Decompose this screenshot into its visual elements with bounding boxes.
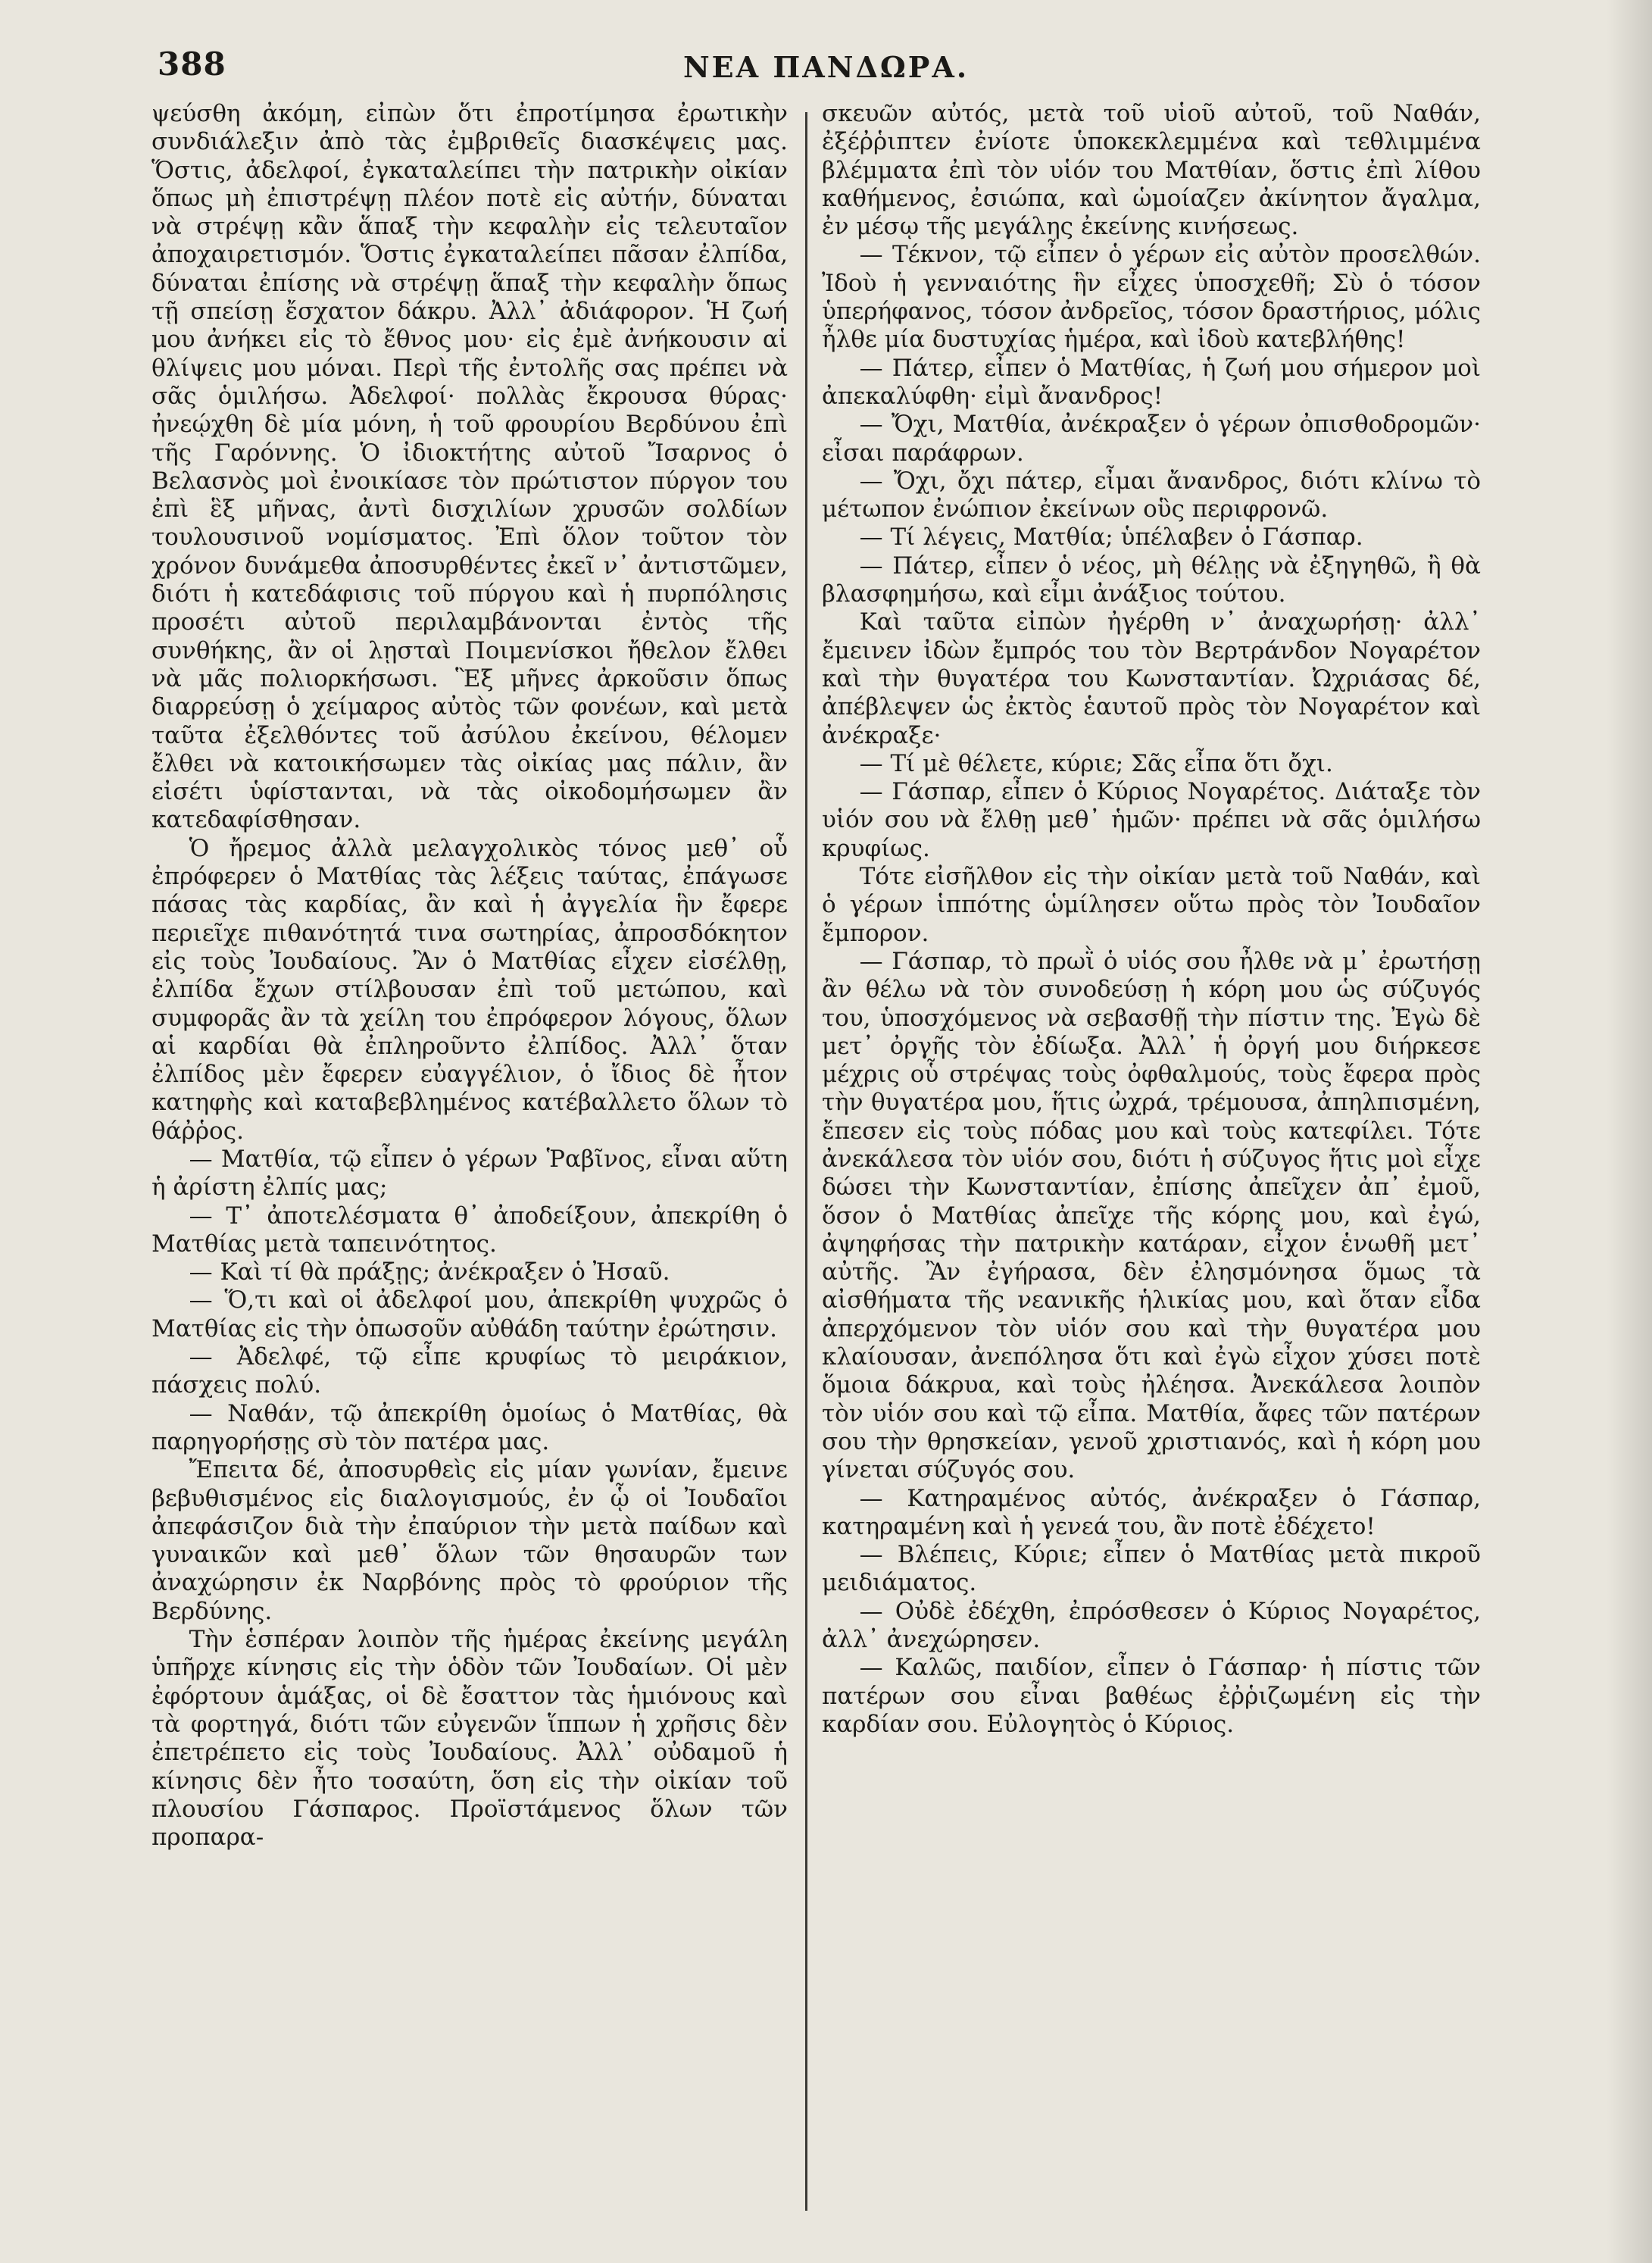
- left-column: [151, 100, 788, 1852]
- paragraph: ψεύσθη ἀκόμη, εἰπὼν ὅτι ἐπροτίμησα ἐρωτικὴν συνδιάλεξιν ἀπὸ τὰς ἐμβριθεῖς διασκέψεις μας. Ὅστις, ἀδελφοί, ἐγκαταλείπει τὴν πατρικὴν οἰκίαν ὅπως μὴ ἐπιστρέψῃ πλέον ποτὲ εἰς αὐτήν, δύναται νὰ στρέψῃ κἂν ἅπαξ τὴν κεφαλὴν εἰς τελευταῖον ἀποχαιρετισμόν. Ὅστις ἐγκαταλείπει πᾶσαν ἐλπίδα, δύναται ἐπίσης νὰ στρέψῃ ἅπαξ τὴν κεφαλὴν ὅπως τῇ σπείσῃ ἔσχατον δάκρυ. Ἀλλ᾽ ἀδιάφορον. Ἡ ζωή μου ἀνήκει εἰς τὸ ἔθνος μου· εἰς ἐμὲ ἀνήκουσιν αἱ θλίψεις μου μόναι. Περὶ τῆς ἐντολῆς σας πρέπει νὰ σᾶς ὁμιλήσω. Ἀδελφοί· πολλὰς ἔκρουσα θύρας· ἠνεῴχθη δὲ μία μόνη, ἡ τοῦ φρουρίου Βερδύνου ἐπὶ τῆς Γαρόννης. Ὁ ἰδιοκτήτης αὐτοῦ Ἴσαρνος ὁ Βελασνὸς μοὶ ἐνοικίασε τὸν πρώτιστον πύργον του ἐπὶ ἓξ μῆνας, ἀντὶ δισχιλίων χρυσῶν σολδίων τουλουσινοῦ νομίσματος. Ἐπὶ ὅλον τοῦτον τὸν χρόνον δυνάμεθα ἀποσυρθέντες ἐκεῖ ν᾽ ἀντιστῶμεν, διότι ἡ κατεδάφισις τοῦ πύργου καὶ ἡ πυρπόλησις προσέτι αὐτοῦ περιλαμβάνονται ἐντὸς τῆς συνθήκης, ἂν οἱ λῃσταὶ Ποιμενίσκοι ἤθελον ἔλθει νὰ μᾶς πολιορκήσωσι. Ἓξ μῆνες ἀρκοῦσιν ὅπως διαρρεύσῃ ὁ χείμαρος αὐτὸς τῶν φονέων, καὶ μετὰ ταῦτα ἐξελθόντες τοῦ ἀσύλου ἐκείνου, θέλομεν ἔλθει νὰ κατοικήσωμεν τὰς οἰκίας μας πάλιν, ἂν εἰσέτι ὑφίστανται, νὰ τὰς οἰκοδομήσωμεν ἂν κατεδαφίσθησαν.: [151, 100, 788, 834]
- paragraph: — Τ᾽ ἀποτελέσματα θ᾽ ἀποδείξουν, ἀπεκρίθη ὁ Ματθίας μετὰ ταπεινότητος.: [151, 1202, 788, 1258]
- paragraph: — Καὶ τί θὰ πράξῃς; ἀνέκραξεν ὁ Ἠσαῦ.: [189, 1258, 670, 1286]
- paragraph: — Ἀδελφέ, τῷ εἶπε κρυφίως τὸ μειράκιον, πάσχεις πολύ.: [151, 1343, 788, 1399]
- page-edge-shadow: [1607, 0, 1652, 2263]
- paragraph: σκευῶν αὐτός, μετὰ τοῦ υἱοῦ αὐτοῦ, τοῦ Ναθάν, ἐξέῤῥιπτεν ἐνίοτε ὑποκεκλεμμένα καὶ τεθλιμμένα βλέμματα ἐπὶ τὸν υἱόν του Ματθίαν, ὅστις ἐπὶ λίθου καθήμενος, ἐσιώπα, καὶ ὡμοίαζεν ἀκίνητον ἄγαλμα, ἐν μέσῳ τῆς μεγάλης ἐκείνης κινήσεως.: [822, 100, 1481, 241]
- paragraph: — Τέκνον, τῷ εἶπεν ὁ γέρων εἰς αὐτὸν προσελθών. Ἰδοὺ ἡ γενναιότης ἣν εἶχες ὑποσχεθῆ; Σὺ ὁ τόσον ὑπερήφανος, τόσον ἀνδρεῖος, τόσον δραστήριος, μόλις ἦλθε μία δυστυχίας ἡμέρα, καὶ ἰδοὺ κατεβλήθης!: [822, 241, 1481, 354]
- paragraph: — Γάσπαρ, τὸ πρωῒ ὁ υἱός σου ἦλθε νὰ μ᾽ ἐρωτήσῃ ἂν θέλω νὰ τὸν συνοδεύσῃ ἡ κόρη μου ὡς σύζυγός του, ὑποσχόμενος νὰ σεβασθῇ τὴν πίστιν της. Ἐγὼ δὲ μετ᾽ ὀργῆς τὸν ἐδίωξα. Ἀλλ᾽ ἡ ὀργή μου διήρκεσε μέχρις οὗ στρέψας τοὺς ὀφθαλμούς, τοὺς ἔφερα πρὸς τὴν θυγατέρα μου, ἥτις ὠχρά, τρέμουσα, ἀπηλπισμένη, ἔπεσεν εἰς τοὺς πόδας μου καὶ τοὺς κατεφίλει. Τότε ἀνεκάλεσα τὸν υἱόν σου, διότι ἡ σύζυγος ἥτις μοὶ εἶχε δώσει τὴν Κωνσταντίαν, ἐπίσης ἀπεῖχεν ἀπ᾽ ἐμοῦ, ὅσον ὁ Ματθίας ἀπεῖχε τῆς κόρης μου, καὶ ἐγώ, ἀψηφήσας τὴν πατρικὴν κατάραν, εἶχον ἑνωθῆ μετ᾽ αὐτῆς. Ἂν ἐγήρασα, δὲν ἐλησμόνησα ὅμως τὰ αἰσθήματα τῆς νεανικῆς ἡλικίας μου, καὶ ὅταν εἶδα ἀπερχόμενον τὸν υἱόν σου καὶ τὴν θυγατέρα μου κλαίουσαν, ἀνεπόλησα ὅτι καὶ ἐγὼ εἶχον χύσει ποτὲ ὅμοια δάκρυα, καὶ τοὺς ἠλέησα. Ἀνεκάλεσα λοιπὸν τὸν υἱόν σου καὶ τῷ εἶπα. Ματθία, ἄφες τῶν πατέρων σου τὴν θρησκείαν, γενοῦ χριστιανός, καὶ ἡ κόρη μου γίνεται σύζυγός σου.: [822, 947, 1481, 1484]
- paragraph: Τὴν ἑσπέραν λοιπὸν τῆς ἡμέρας ἐκείνης μεγάλη ὑπῆρχε κίνησις εἰς τὴν ὁδὸν τῶν Ἰουδαίων. Οἱ μὲν ἐφόρτουν ἁμάξας, οἱ δὲ ἔσαττον τὰς ἡμιόνους καὶ τὰ φορτηγά, διότι τῶν εὐγενῶν ἵππων ἡ χρῆσις δὲν ἐπετρέπετο εἰς τοὺς Ἰουδαίους. Ἀλλ᾽ οὐδαμοῦ ἡ κίνησις δὲν ἦτο τοσαύτη, ὅση εἰς τὴν οἰκίαν τοῦ πλουσίου Γάσπαρος. Προϊστάμενος ὅλων τῶν προπαρα-: [151, 1626, 788, 1852]
- paragraph: — Πάτερ, εἶπεν ὁ νέος, μὴ θέλῃς νὰ ἐξηγηθῶ, ἢ θὰ βλασφημήσω, καὶ εἶμι ἀνάξιος τούτου.: [822, 552, 1481, 608]
- paragraph: — Πάτερ, εἶπεν ὁ Ματθίας, ἡ ζωή μου σήμερον μοὶ ἀπεκαλύφθη· εἰμὶ ἄνανδρος!: [822, 354, 1481, 410]
- paragraph: — Ὅ,τι καὶ οἱ ἀδελφοί μου, ἀπεκρίθη ψυχρῶς ὁ Ματθίας εἰς τὴν ὁπωσοῦν αὐθάδη ταύτην ἐρώτησιν.: [151, 1286, 788, 1342]
- paragraph: — Τί λέγεις, Ματθία; ὑπέλαβεν ὁ Γάσπαρ.: [859, 524, 1363, 552]
- page-number: 388: [158, 45, 226, 83]
- paragraph: — Ναθάν, τῷ ἀπεκρίθη ὁμοίως ὁ Ματθίας, θὰ παρηγορήσῃς σὺ τὸν πατέρα μας.: [151, 1399, 788, 1455]
- right-column: [822, 100, 1481, 1739]
- paragraph: Καὶ ταῦτα εἰπὼν ἠγέρθη ν᾽ ἀναχωρήσῃ· ἀλλ᾽ ἔμεινεν ἰδὼν ἔμπρός του τὸν Βερτράνδον Νογαρέτον καὶ τὴν θυγατέρα του Κωνσταντίαν. Ὠχριάσας δέ, ἀπέβλεψεν ὡς ἐκτὸς ἑαυτοῦ πρὸς τὸν Νογαρέτον καὶ ἀνέκραξε·: [822, 608, 1481, 749]
- paragraph: — Κατηραμένος αὐτός, ἀνέκραξεν ὁ Γάσπαρ, κατηραμένη καὶ ἡ γενεά του, ἂν ποτὲ ἐδέχετο!: [822, 1484, 1481, 1540]
- paragraph: — Οὐδὲ ἐδέχθη, ἐπρόσθεσεν ὁ Κύριος Νογαρέτος, ἀλλ᾽ ἀνεχώρησεν.: [822, 1597, 1481, 1654]
- paragraph: Τότε εἰσῆλθον εἰς τὴν οἰκίαν μετὰ τοῦ Ναθάν, καὶ ὁ γέρων ἱππότης ὡμίλησεν οὕτω πρὸς τὸν Ἰουδαῖον ἔμπορον.: [822, 863, 1481, 947]
- paragraph: — Καλῶς, παιδίον, εἶπεν ὁ Γάσπαρ· ἡ πίστις τῶν πατέρων σου εἶναι βαθέως ἐῤῥιζωμένη εἰς τὴν καρδίαν σου. Εὐλογητὸς ὁ Κύριος.: [822, 1654, 1481, 1738]
- paragraph: — Γάσπαρ, εἶπεν ὁ Κύριος Νογαρέτος. Διάταξε τὸν υἱόν σου νὰ ἔλθῃ μεθ᾽ ἡμῶν· πρέπει νὰ σᾶς ὁμιλήσω κρυφίως.: [822, 778, 1481, 862]
- paragraph: — Ὄχι, Ματθία, ἀνέκραξεν ὁ γέρων ὀπισθοδρομῶν· εἶσαι παράφρων.: [822, 411, 1481, 467]
- paragraph: — Τί μὲ θέλετε, κύριε; Σᾶς εἶπα ὅτι ὄχι.: [859, 749, 1333, 777]
- paragraph: — Ματθία, τῷ εἶπεν ὁ γέρων Ῥαβῖνος, εἶναι αὕτη ἡ ἀρίστη ἐλπίς μας;: [151, 1145, 788, 1202]
- paragraph: — Ὄχι, ὄχι πάτερ, εἶμαι ἄνανδρος, διότι κλίνω τὸ μέτωπον ἐνώπιον ἐκείνων οὓς περιφρονῶ.: [822, 467, 1481, 524]
- running-title: ΝΕΑ ΠΑΝΔΩΡΑ.: [682, 50, 970, 84]
- column-rule: [805, 112, 807, 2211]
- paragraph: Ἔπειτα δέ, ἀποσυρθεὶς εἰς μίαν γωνίαν, ἔμεινε βεβυθισμένος εἰς διαλογισμούς, ἐν ᾧ οἱ Ἰουδαῖοι ἀπεφάσιζον διὰ τὴν ἐπαύριον τὴν μετὰ παίδων καὶ γυναικῶν καὶ μεθ᾽ ὅλων τῶν θησαυρῶν των ἀναχώρησιν ἐκ Ναρβόνης πρὸς τὸ φρούριον τῆς Βερδύνης.: [151, 1456, 788, 1625]
- paragraph: — Βλέπεις, Κύριε; εἶπεν ὁ Ματθίας μετὰ πικροῦ μειδιάματος.: [822, 1541, 1481, 1597]
- paragraph: Ὁ ἤρεμος ἀλλὰ μελαγχολικὸς τόνος μεθ᾽ οὗ ἐπρόφερεν ὁ Ματθίας τὰς λέξεις ταύτας, ἐπάγωσε πάσας τὰς καρδίας, ἂν καὶ ἡ ἀγγελία ἣν ἔφερε περιεῖχε πιθανότητά τινα σωτηρίας, ἀπροσδόκητον εἰς τοὺς Ἰουδαίους. Ἂν ὁ Ματθίας εἶχεν εἰσέλθῃ, ἐλπίδα ἔχων στίλβουσαν ἐπὶ τοῦ μετώπου, καὶ συμφορᾶς ἂν τὰ χείλη του ἐπρόφερον λόγους, ὅλων αἱ καρδίαι θὰ ἐπληροῦντο ἐλπίδος. Ἀλλ᾽ ὅταν ἐλπίδος μὲν ἔφερεν εὐαγγέλιον, ὁ ἴδιος δὲ ἦτον κατηφὴς καὶ καταβεβλημένος κατέβαλλετο ὅλων τὸ θάῤῥος.: [151, 834, 788, 1145]
